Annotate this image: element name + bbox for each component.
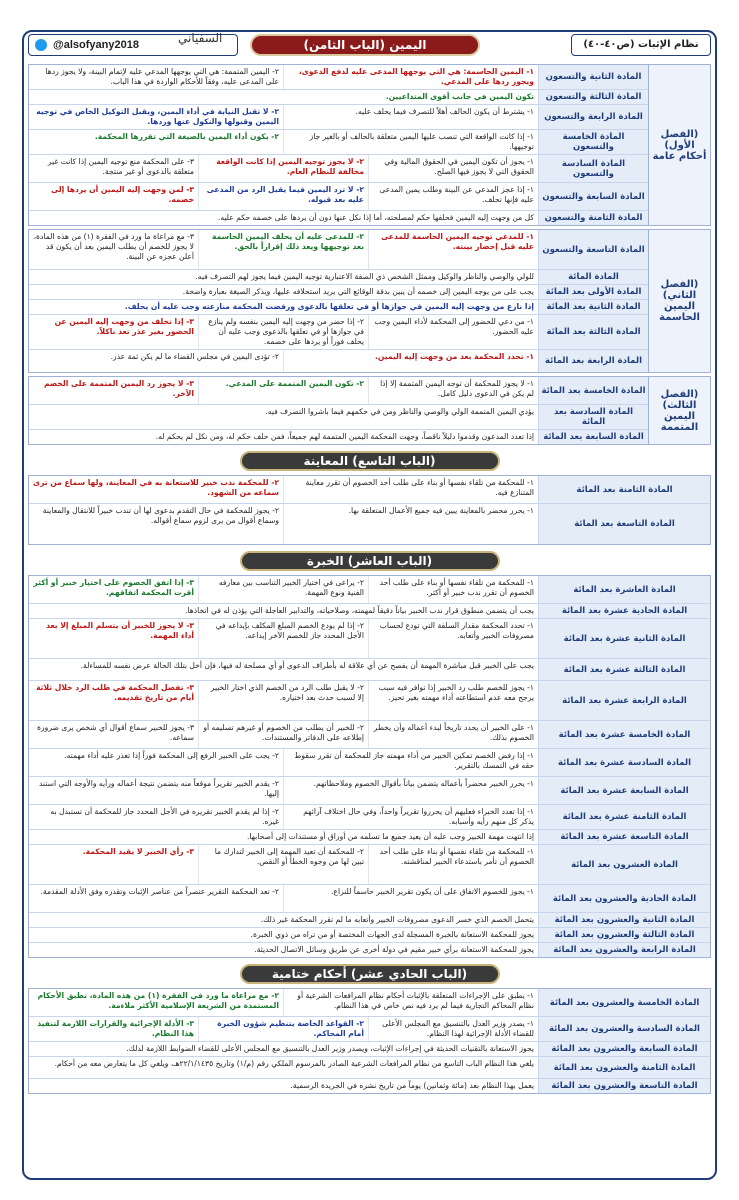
article-text: يؤدي اليمين المتممة الولي والوصي والناظر ومن في حكمهم فيما باشروا التصرف فيه. — [265, 407, 534, 416]
article-label: المادة المائة — [538, 270, 648, 284]
article-text: ٣- إذا تخلف من وجهت إليه اليمين عن الحضور بغير عذر تعد ناكلاً. — [54, 317, 194, 336]
table-row — [29, 300, 648, 315]
article-text: ٢- مع مراعاة ما ورد في الفقرة (١) من هذه المادة، تطبق الأحكام المستمدة من الشريعة الإسلامية الأكثر ملاءمة. — [37, 991, 279, 1010]
article-text: للولي والوصي والناظر والوكيل وممثل الشخص ذي الصفة الاعتبارية توجيه اليمين فيما يجوز لهم التصرف فيه. — [195, 272, 534, 281]
article-label: المادة الرابعة عشرة بعد المائة — [538, 681, 710, 720]
table-row — [29, 230, 648, 270]
article-text: يجب أن يتضمن منطوق قرار ندب الخبير بياناً دقيقاً لمهمته، وصلاحياته، والتدابير العاجلة التي يؤذن له في اتخاذها. — [185, 606, 534, 615]
table-row — [29, 90, 648, 105]
article-label: المادة التاسعة بعد المائة — [538, 504, 710, 544]
article-text: ٢- يراعى في اختيار الخبير التناسب بين معارفه الفنية ونوع المهمة. — [198, 576, 368, 603]
table-row — [29, 1042, 710, 1057]
article-label: المادة السادسة بعد المائة — [538, 405, 648, 429]
article-text: إذا نازع من وجهت إليه اليمين في جوازها أو في تعلقها بالدعوى ورفضت المحكمة منازعته وجب عليه أن يحلف. — [124, 302, 534, 311]
article-label: المادة التاسعة عشرة بعد المائة — [538, 830, 710, 844]
table-row — [29, 989, 710, 1017]
article-label: المادة السادسة عشرة بعد المائة — [538, 749, 710, 776]
signature: السفياني — [178, 31, 223, 45]
chapter-banner: (الباب العاشر) الخبرة — [240, 551, 500, 571]
table-row — [29, 430, 648, 444]
article-text: ١- تحدد المحكمة بعد من وجهت إليه اليمين. — [283, 350, 538, 372]
article-text: يجب على من يوجه اليمين إلى خصمه أن يبين بدقة الوقائع التي يريد استحلافه عليها، ويذكر الصيغة بعبارة واضحة. — [182, 287, 534, 296]
article-text: يلغي هذا النظام الباب التاسع من نظام المرافعات الشرعية الصادر بالمرسوم الملكي رقم (م/١) وتاريخ ٢٢/١/١٤٣٥هـ، ويلغي كل ما يتعارض معه من أحكام. — [54, 1059, 534, 1068]
chapter-title: (الباب الثامن) اليمين — [250, 34, 480, 56]
table-row — [29, 405, 648, 430]
table-row — [29, 619, 710, 659]
table-row — [29, 845, 710, 885]
section-label: (الفصل الثالث) اليمين المتممة — [648, 377, 710, 444]
content — [28, 64, 711, 1097]
table-row — [29, 885, 710, 913]
article-label: المادة السابعة بعد المائة — [538, 430, 648, 444]
article-text: يجوز للمحكمة الاستعانة بالخبرة المسجلة لدى الجهات المختصة أو من تراه من ذوي الخبرة. — [250, 930, 534, 939]
article-text: ١- يجوز أن تكون اليمين في الحقوق المالية وفي الحقوق التي لا يجوز فيها الصلح. — [368, 155, 538, 182]
article-text: ٢- تكون اليمين المتممة على المدعي. — [198, 377, 368, 404]
article-text: ٢- يقدم الخبير تقريراً موقعاً منه يتضمن نتيجة أعماله ورأيه والأوجه التي استند إليها. — [39, 779, 279, 798]
table-row — [29, 270, 648, 285]
table-row — [29, 211, 648, 225]
table-row — [29, 1079, 710, 1093]
section-supplementary-oath — [28, 376, 711, 445]
article-label: المادة الخامسة والعشرون بعد المائة — [538, 989, 710, 1016]
table-row — [29, 943, 710, 957]
table-row — [29, 105, 648, 130]
table-row — [29, 65, 648, 90]
table-row — [29, 659, 710, 681]
section-expertise — [28, 575, 711, 958]
article-label: المادة السادسة والتسعون — [538, 155, 648, 182]
article-text: ٣- رأي الخبير لا يقيد المحكمة. — [82, 847, 194, 856]
article-text: يعمل بهذا النظام بعد (مائة وثمانين) يوماً من تاريخ نشره في الجريدة الرسمية. — [290, 1081, 534, 1090]
article-text: ٢- إذا لم يقدم الخبير تقريره في الأجل المحدد جاز للمحكمة أن تستبدل به غيره. — [50, 807, 279, 826]
section-label: (الفصل الأول) أحكام عامة — [648, 65, 710, 225]
article-text: ١- على الخبير أن يحدد تاريخاً لبدء أعماله وأن يخطر الخصوم بذلك. — [368, 721, 538, 748]
article-label: المادة الثانية والتسعون — [538, 65, 648, 89]
article-text: ١- يجوز للخصم طلب رد الخبير إذا توافر فيه سبب يرجح معه عدم استطاعته أداء مهمته بغير تحيز. — [368, 681, 538, 720]
section-decisive-oath — [28, 229, 711, 373]
article-text: ٣- لمن وجهت إليه اليمين أن يردها إلى خصمه. — [51, 185, 194, 204]
article-text: ١- للمحكمة من تلقاء نفسها أو بناء على طلب أحد الخصوم أن تقرر معاينة المتنازع فيه. — [283, 476, 538, 503]
article-label: المادة الثالثة والتسعون — [538, 90, 648, 104]
article-text: ١- تحدد المحكمة مقدار السلفة التي تودع لحساب مصروفات الخبير وأتعابه. — [368, 619, 538, 658]
article-label: المادة الثامنة والعشرون بعد المائة — [538, 1057, 710, 1078]
article-label: المادة الخامسة والتسعون — [538, 130, 648, 154]
article-text: ١- يطبق على الإجراءات المتعلقة بالإثبات أحكام نظام المرافعات الشرعية أو نظام المحاكم التجارية فيما لم يرد فيه نص خاص في هذا النظام. — [283, 989, 538, 1016]
article-text: ٢- لا تقبل النيابة في أداء اليمين، ويقبل التوكيل الخاص في توجيه اليمين وقبولها والنكول عنها وردها. — [36, 107, 279, 126]
article-text: ٢- للخبير أن يطلب من الخصوم أو غيرهم تسليمه أو إطلاعه على الدفاتر والمستندات. — [198, 721, 368, 748]
article-label: المادة الثالثة عشرة بعد المائة — [538, 659, 710, 680]
article-text: إذا انتهت مهمة الخبير وجب عليه أن يعيد جميع ما تسلمه من أوراق أو مستندات إلى أصحابها. — [246, 832, 534, 841]
table-row — [29, 130, 648, 155]
article-label: المادة السادسة والعشرون بعد المائة — [538, 1017, 710, 1041]
article-text: ١- إذا تعدد الخبراء فعليهم أن يحرروا تقريراً واحداً، وفي حال اختلاف آرائهم يذكر كل منهم رأيه وأسبابه. — [283, 805, 538, 829]
table-row — [29, 576, 710, 604]
article-label: المادة الثانية عشرة بعد المائة — [538, 619, 710, 658]
article-text: ٢- يجب على الخبير الرفع إلى المحكمة فوراً إذا تعذر عليه أداء مهمته. — [64, 751, 279, 760]
table-row — [29, 1057, 710, 1079]
table-row — [29, 315, 648, 350]
article-text: ١- للمدعي توجيه اليمين الحاسمة للمدعى عليه قبل إحضار بينته. — [368, 230, 538, 269]
section-general-provisions — [28, 64, 711, 226]
section-label: (الفصل الثاني) اليمين الحاسمة — [648, 230, 710, 372]
article-text: ١- يحرر محضر بالمعاينة يبين فيه جميع الأعمال المتعلقة بها. — [283, 504, 538, 544]
system-title: نظام الإثبات (ص٤٠-٤٠) — [571, 34, 711, 56]
article-text: ١- إذا رفض الخصم تمكين الخبير من أداء مهمته جاز للمحكمة أن تقرر سقوط حقه في التمسك بالتقرير. — [283, 749, 538, 776]
handle-text: @alsofyany2018 — [53, 39, 139, 51]
article-text: ١- اليمين الحاسمة: هي التي يوجهها المدعى عليه لدفع الدعوى، ويجوز ردها على المدعي. — [283, 65, 538, 89]
article-text: ٢- تعد المحكمة التقرير عنصراً من عناصر الإثبات وتقدره وفق الأدلة المقدمة. — [40, 887, 279, 896]
article-text: ٣- على المحكمة منع توجيه اليمين إذا كانت غير متعلقة بالدعوى أو غير منتجة. — [47, 157, 194, 176]
table-row — [29, 805, 710, 830]
article-label: المادة العشرون بعد المائة — [538, 845, 710, 884]
article-text: ٣- مع مراعاة ما ورد في الفقرة (١) من هذه المادة، لا يجوز للخصم أن يطلب اليمين بعد أن يكون قد أعلن عجزه عن البينة. — [33, 232, 194, 261]
article-label: المادة الخامسة عشرة بعد المائة — [538, 721, 710, 748]
article-text: ٣- لا يجوز رد اليمين المتممة على الخصم الآخر. — [43, 379, 194, 398]
article-text: ٢- للمحكمة أن تعيد المهمة إلى الخبير لتدارك ما تبين لها من وجوه الخطأ أو النقص. — [198, 845, 368, 884]
table-row — [29, 504, 710, 544]
article-text: ١- يصدر وزير العدل بالتنسيق مع المجلس الأعلى للقضاء الأدلة الإجرائية لهذا النظام. — [368, 1017, 538, 1041]
article-text: ٢- لا يجوز توجيه اليمين إذا كانت الواقعة مخالفة للنظام العام. — [198, 155, 368, 182]
article-text: ٢- للمحكمة ندب خبير للاستعانة به في المعاينة، ولها سماع من ترى سماعه من الشهود. — [33, 478, 279, 497]
table-row — [29, 377, 648, 405]
article-text: ٢- القواعد الخاصة بتنظيم شؤون الخبرة أمام المحاكم. — [198, 1017, 368, 1041]
article-label: المادة الرابعة والعشرون بعد المائة — [538, 943, 710, 957]
article-label: المادة الرابعة والتسعون — [538, 105, 648, 129]
article-text: كل من وجهت إليه اليمين فحلفها حكم لمصلحته، أما إذا نكل عنها دون أن يردها على خصمه حكم عليه. — [217, 213, 534, 222]
article-label: المادة الثانية والعشرون بعد المائة — [538, 913, 710, 927]
article-text: ٢- لا ترد اليمين فيما يقبل الرد من المدعى عليه بعد قبوله. — [198, 183, 368, 210]
article-label: المادة السابعة عشرة بعد المائة — [538, 777, 710, 804]
twitter-icon — [35, 39, 47, 51]
article-label: المادة الثامنة عشرة بعد المائة — [538, 805, 710, 829]
article-text: يجوز للمحكمة الاستعانة برأي خبير مقيم في دولة أخرى عن طريق وسائل الاتصال الحديثة. — [254, 945, 534, 954]
table-row — [29, 913, 710, 928]
article-label: المادة الحادية والعشرون بعد المائة — [538, 885, 710, 912]
article-text: ١- لا يجوز للمحكمة أن توجه اليمين المتممة إلا إذا لم يكن في الدعوى دليل كامل. — [368, 377, 538, 404]
article-text: ١- إذا عجز المدعي عن البينة وطلب يمين المدعى عليه فإنها تحلف. — [368, 183, 538, 210]
section-inspection — [28, 475, 711, 545]
article-text: ١- من دعي للحضور إلى المحكمة لأداء اليمين وجب عليه الحضور. — [368, 315, 538, 349]
table-row — [29, 681, 710, 721]
article-text: ٢- للمدعى عليه أن يحلف اليمين الحاسمة بعد توجيهها ويعد ذلك إقراراً بالحق. — [198, 230, 368, 269]
article-text: ٣- إذا اتفق الخصوم على اختيار خبير أو أكثر أقرت المحكمة اتفاقهم. — [33, 578, 194, 597]
article-label: المادة السابعة والتسعون — [538, 183, 648, 210]
article-text: ٣- الأدلة الإجرائية والقرارات اللازمة لتنفيذ هذا النظام. — [37, 1019, 194, 1038]
article-label: المادة الثالثة بعد المائة — [538, 315, 648, 349]
table-row — [29, 476, 710, 504]
chapter-banner: (الباب الحادي عشر) أحكام ختامية — [240, 964, 500, 984]
article-label: المادة العاشرة بعد المائة — [538, 576, 710, 603]
article-text: ٢- لا يقبل طلب الرد من الخصم الذي اختار الخبير إلا لسبب حدث بعد اختياره. — [198, 681, 368, 720]
article-text: ٢- إذا لم يودع الخصم المبلغ المكلف بإيداعه في الأجل المحدد جاز للخصم الآخر إيداعه. — [198, 619, 368, 658]
table-row — [29, 285, 648, 300]
table-row — [29, 721, 710, 749]
article-text: ٢- يجوز للمحكمة في حال التقدم بدعوى لها أن تندب خبيراً للانتقال والمعاينة وسماع أقوال من يرى لزوم سماع أقواله. — [42, 506, 279, 525]
table-row — [29, 777, 710, 805]
table-row — [29, 155, 648, 183]
table-row — [29, 830, 710, 845]
article-text: إذا تعدد المدعون وقدموا دليلاً ناقصاً، وجهت المحكمة اليمين المتممة لهم جميعاً، فمن حلف حكم له، ومن نكل لم يحكم له. — [155, 432, 534, 441]
article-label: المادة الثانية بعد المائة — [538, 300, 648, 314]
table-row — [29, 183, 648, 211]
article-label: المادة الرابعة بعد المائة — [538, 350, 648, 372]
article-text: ١- للمحكمة من تلقاء نفسها أو بناء على طلب أحد الخصوم أن تأمر باستدعاء الخبير لمناقشته. — [368, 845, 538, 884]
article-text: يتحمل الخصم الذي خسر الدعوى مصروفات الخبير وأتعابه ما لم تقرر المحكمة غير ذلك. — [260, 915, 534, 924]
section-final-provisions — [28, 988, 711, 1094]
article-label: المادة التاسعة والعشرون بعد المائة — [538, 1079, 710, 1093]
article-label: المادة الحادية عشرة بعد المائة — [538, 604, 710, 618]
table-row — [29, 350, 648, 372]
article-text: يجب على الخبير قبل مباشرة المهمة أن يفصح عن أي علاقة له بأطراف الدعوى أو أي مصلحة له فيها، فإن أخل بتلك الحالة عرض نفسه للمساءلة. — [80, 661, 534, 670]
article-text: ١- للمحكمة من تلقاء نفسها أو بناء على طلب أحد الخصوم أن تقرر ندب خبير أو أكثر. — [368, 576, 538, 603]
article-text: يجوز الاستعانة بالتقنيات الحديثة في إجراءات الإثبات، ويصدر وزير العدل بالتنسيق مع المجلس الأعلى للقضاء الضوابط اللازمة لذلك. — [126, 1044, 534, 1053]
article-label: المادة التاسعة والتسعون — [538, 230, 648, 269]
top-bar — [28, 31, 711, 58]
article-text: ٣- تفصل المحكمة في طلب الرد خلال ثلاثة أيام من تاريخ تقديمه. — [36, 683, 194, 702]
table-row — [29, 749, 710, 777]
article-label: المادة الخامسة بعد المائة — [538, 377, 648, 404]
article-text: ١- يحرر الخبير محضراً بأعماله يتضمن بياناً بأقوال الخصوم وملاحظاتهم. — [283, 777, 538, 804]
article-text: ١- يجوز للخصوم الاتفاق على أن يكون تقرير الخبير حاسماً للنزاع. — [283, 885, 538, 912]
article-label: المادة السابعة والعشرون بعد المائة — [538, 1042, 710, 1056]
article-text: ٢- اليمين المتممة: هي التي يوجهها المدعي عليه لإتمام البينة، ولا يجوز ردها على المدعى عليه، وفقاً للأحكام الواردة في هذا الباب. — [45, 67, 279, 86]
table-row — [29, 1017, 710, 1042]
table-row — [29, 604, 710, 619]
article-text: ٣- لا يجوز للخبير أن يتسلم المبلغ إلا بعد أداء المهمة. — [46, 621, 194, 640]
table-row — [29, 928, 710, 943]
article-label: المادة الثامنة والتسعون — [538, 211, 648, 225]
chapter-banner: (الباب التاسع) المعاينة — [240, 451, 500, 471]
article-text: ٢- إذا حضر من وجهت إليه اليمين بنفسه ولم ينازع في جوازها أو في تعلقها بالدعوى وجب عليه أن يحلف فوراً أو يردها على خصمه. — [198, 315, 368, 349]
article-text: تكون اليمين في جانب أقوى المتداعيين. — [385, 92, 534, 101]
article-text: ١- يشترط أن يكون الحالف أهلاً للتصرف فيما يحلف عليه. — [283, 105, 538, 129]
article-text: ٢- تؤدى اليمين في مجلس القضاء ما لم يكن ثمة عذر. — [110, 352, 279, 361]
article-label: المادة الأولى بعد المائة — [538, 285, 648, 299]
article-label: المادة الثالثة والعشرون بعد المائة — [538, 928, 710, 942]
article-text: ٢- يكون أداء اليمين بالصيغة التي تقررها المحكمة. — [94, 132, 279, 141]
article-text: ١- إذا كانت الواقعة التي تنصب عليها اليمين متعلقة بالحالف أو بالغير جاز توجيهها. — [283, 130, 538, 154]
article-label: المادة الثامنة بعد المائة — [538, 476, 710, 503]
article-text: ٣- يجوز للخبير سماع أقوال أي شخص يرى ضرورة سماعه. — [37, 723, 194, 742]
